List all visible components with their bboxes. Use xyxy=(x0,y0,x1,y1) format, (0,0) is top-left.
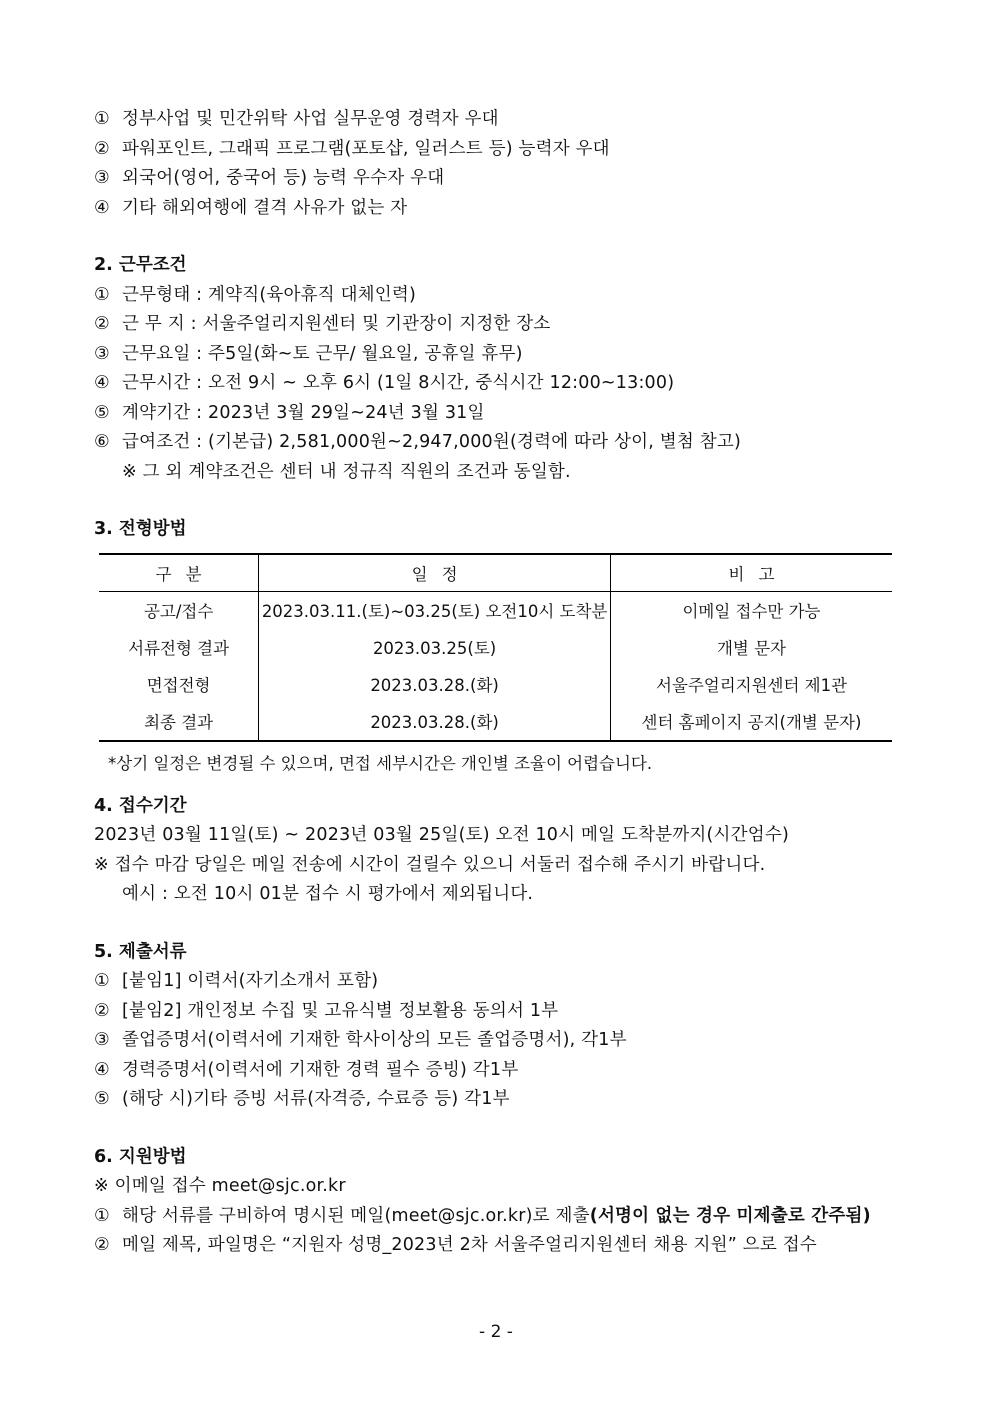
table-cell: 서울주얼리지원센터 제1관 xyxy=(610,666,892,703)
section-heading-documents: 5. 제출서류 xyxy=(94,941,187,962)
list-item: ④ 경력증명서(이력서에 기재한 경력 필수 증빙) 각1부 xyxy=(94,1059,519,1080)
section-heading-work-conditions: 2. 근무조건 xyxy=(94,255,187,275)
period-example: 예시 : 오전 10시 01분 접수 시 평가에서 제외됩니다. xyxy=(122,884,534,904)
list-item: ③ 근무요일 : 주5일(화~토 근무/ 월요일, 공휴일 휴무) xyxy=(94,343,523,364)
document-page xyxy=(94,105,894,1261)
table-row xyxy=(99,629,892,666)
table-cell: 최종 결과 xyxy=(99,703,259,741)
list-item: ① 정부사업 및 민간위탁 사업 실무운영 경력자 우대 xyxy=(94,109,499,129)
list-item: ② 메일 제목, 파일명은 “지원자 성명_2023년 2차 서울주얼리지원센터 채용 지원” 으로 접수 xyxy=(94,1235,817,1255)
list-item: ② [붙임2] 개인정보 수집 및 고유식별 정보활용 동의서 1부 xyxy=(94,1000,559,1021)
list-item: ③ 외국어(영어, 중국어 등) 능력 우수자 우대 xyxy=(94,168,445,188)
page-number: - 2 - xyxy=(479,1322,513,1342)
work-conditions-list xyxy=(94,281,894,488)
table-header-row xyxy=(99,554,892,592)
table-row xyxy=(99,666,892,703)
list-item: ① 근무형태 : 계약직(육아휴직 대체인력) xyxy=(94,284,417,305)
list-item: ② 파워포인트, 그래픽 프로그램(포토샵, 일러스트 등) 능력자 우대 xyxy=(94,138,610,159)
table-cell: 2023.03.28.(화) xyxy=(259,666,611,703)
table-cell: 이메일 접수만 가능 xyxy=(610,591,892,629)
list-item: ② 근 무 지 : 서울주얼리지원센터 및 기관장이 지정한 장소 xyxy=(94,314,551,334)
table-cell: 센터 홈페이지 공지(개별 문자) xyxy=(610,703,892,741)
schedule-table xyxy=(99,553,892,742)
documents-list xyxy=(94,967,894,1115)
table-cell: 2023.03.28.(화) xyxy=(259,703,611,741)
table-cell: 2023.03.11.(토)~03.25(토) 오전10시 도착분 xyxy=(259,591,611,629)
column-header: 비고 xyxy=(610,554,892,592)
table-cell: 공고/접수 xyxy=(143,602,214,621)
table-row xyxy=(99,591,892,629)
intro-list xyxy=(94,105,894,223)
email-line: ※ 이메일 접수 meet@sjc.or.kr xyxy=(94,1176,346,1196)
list-item: ⑤ (해당 시)기타 증빙 서류(자격증, 수료증 등) 각1부 xyxy=(94,1089,510,1109)
table-cell: 면접전형 xyxy=(146,676,211,695)
list-item: ⑥ 급여조건 : (기본급) 2,581,000원~2,947,000원(경력에 따라 상이, 별첨 참고) xyxy=(94,432,741,452)
list-item: ⑤ 계약기간 : 2023년 3월 29일~24년 3월 31일 xyxy=(94,402,485,423)
period-text: 2023년 03월 11일(토) ~ 2023년 03월 25일(토) 오전 10시 메일 도착분까지(시간엄수) xyxy=(94,825,789,845)
conditions-note: ※ 그 외 계약조건은 센터 내 정규직 직원의 조건과 동일함. xyxy=(122,461,571,482)
list-item: ④ 근무시간 : 오전 9시 ~ 오후 6시 (1일 8시간, 중식시간 12:00~13:00) xyxy=(94,373,675,393)
table-cell: 개별 문자 xyxy=(610,629,892,666)
list-item: ④ 기타 해외여행에 결격 사유가 없는 자 xyxy=(94,197,408,218)
signature-warning: (서명이 없는 경우 미제출로 간주됨) xyxy=(589,1205,871,1226)
table-cell: 서류전형 결과 xyxy=(128,639,230,658)
column-header: 일정 xyxy=(259,554,611,592)
list-item: ① 해당 서류를 구비하여 명시된 메일(meet@sjc.or.kr)로 제출(서명이 없는 경우 미제출로 간주됨) xyxy=(94,1205,871,1226)
schedule-note: *상기 일정은 변경될 수 있으며, 면접 세부시간은 개인별 조율이 어렵습니다. xyxy=(108,753,653,773)
section-heading-selection: 3. 전형방법 xyxy=(94,519,187,539)
section-heading-how-to-apply: 6. 지원방법 xyxy=(94,1146,187,1167)
period-warning: ※ 접수 마감 당일은 메일 전송에 시간이 걸릴수 있으니 서둘러 접수해 주시기 바랍니다. xyxy=(94,854,766,875)
table-row xyxy=(99,703,892,741)
section-heading-application-period: 4. 접수기간 xyxy=(94,795,187,816)
list-item: ③ 졸업증명서(이력서에 기재한 학사이상의 모든 졸업증명서), 각1부 xyxy=(94,1030,627,1050)
column-header: 구분 xyxy=(99,554,259,592)
table-cell: 2023.03.25(토) xyxy=(259,629,611,666)
list-item: ① [붙임1] 이력서(자기소개서 포함) xyxy=(94,971,379,991)
